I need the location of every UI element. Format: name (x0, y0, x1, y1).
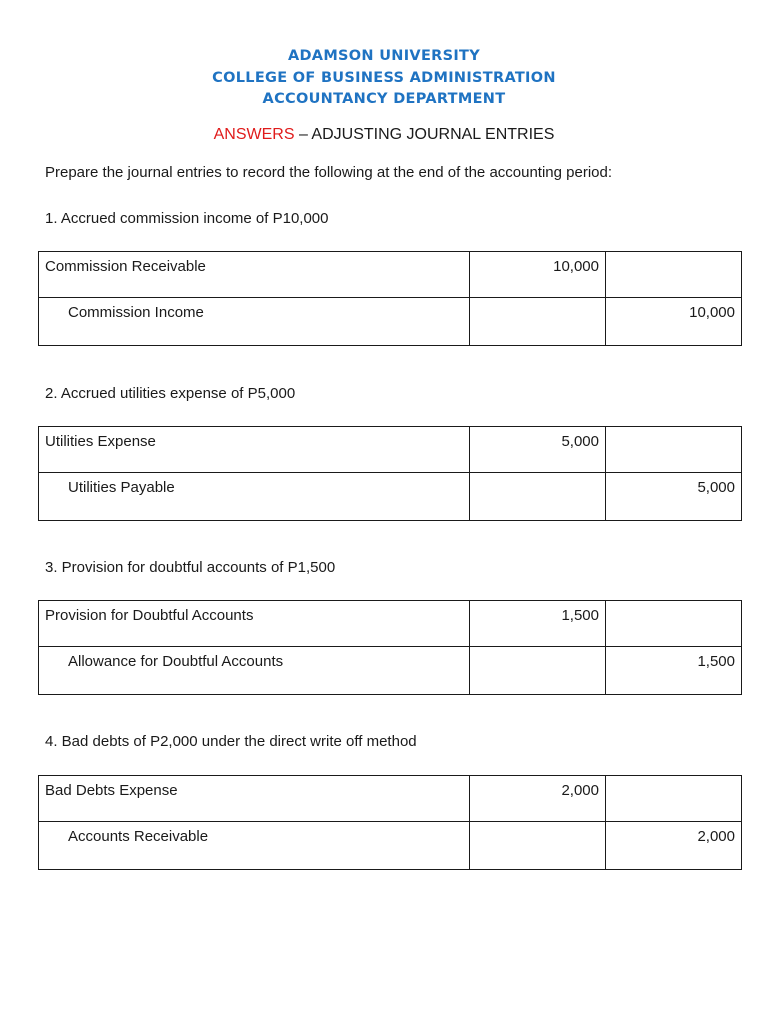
credit-account: Commission Income (39, 298, 470, 346)
debit-amount-empty (470, 473, 606, 521)
credit-row (39, 822, 742, 870)
department-name: ACCOUNTANCY DEPARTMENT (262, 91, 506, 107)
journal-entry-1 (38, 251, 742, 346)
credit-amount: 10,000 (606, 298, 742, 346)
credit-amount: 1,500 (606, 647, 742, 695)
credit-amount-empty (606, 427, 742, 473)
university-name: ADAMSON UNIVERSITY (287, 48, 481, 64)
entry-2-label: 2. Accrued utilities expense of P5,000 (45, 385, 296, 402)
debit-account: Bad Debts Expense (39, 776, 470, 822)
debit-amount: 10,000 (470, 252, 606, 298)
credit-account: Allowance for Doubtful Accounts (39, 647, 470, 695)
journal-entry-4 (38, 775, 742, 870)
title-text: – ADJUSTING JOURNAL ENTRIES (294, 126, 555, 143)
document-title (0, 124, 768, 146)
debit-account: Provision for Doubtful Accounts (39, 601, 470, 647)
credit-amount-empty (606, 252, 742, 298)
credit-amount: 2,000 (606, 822, 742, 870)
instructions: Prepare the journal entries to record the following at the end of the accounting period: (45, 164, 613, 181)
university-header (0, 46, 768, 111)
answers-label: ANSWERS (213, 126, 295, 143)
credit-account: Utilities Payable (39, 473, 470, 521)
debit-row (39, 252, 742, 298)
credit-row (39, 647, 742, 695)
credit-account: Accounts Receivable (39, 822, 470, 870)
credit-amount-empty (606, 601, 742, 647)
debit-amount-empty (470, 647, 606, 695)
debit-amount: 5,000 (470, 427, 606, 473)
debit-amount: 1,500 (470, 601, 606, 647)
debit-row (39, 601, 742, 647)
credit-row (39, 298, 742, 346)
debit-row (39, 776, 742, 822)
debit-amount: 2,000 (470, 776, 606, 822)
debit-account: Utilities Expense (39, 427, 470, 473)
journal-entry-3 (38, 600, 742, 695)
journal-entry-2 (38, 426, 742, 521)
entry-4-label: 4. Bad debts of P2,000 under the direct write off method (45, 733, 417, 750)
credit-amount-empty (606, 776, 742, 822)
college-name: COLLEGE OF BUSINESS ADMINISTRATION (212, 69, 556, 86)
debit-row (39, 427, 742, 473)
debit-amount-empty (470, 822, 606, 870)
credit-amount: 5,000 (606, 473, 742, 521)
entry-1-label: 1. Accrued commission income of P10,000 (45, 210, 329, 227)
credit-row (39, 473, 742, 521)
debit-account: Commission Receivable (39, 252, 470, 298)
entry-3-label: 3. Provision for doubtful accounts of P1,500 (45, 559, 336, 576)
debit-amount-empty (470, 298, 606, 346)
